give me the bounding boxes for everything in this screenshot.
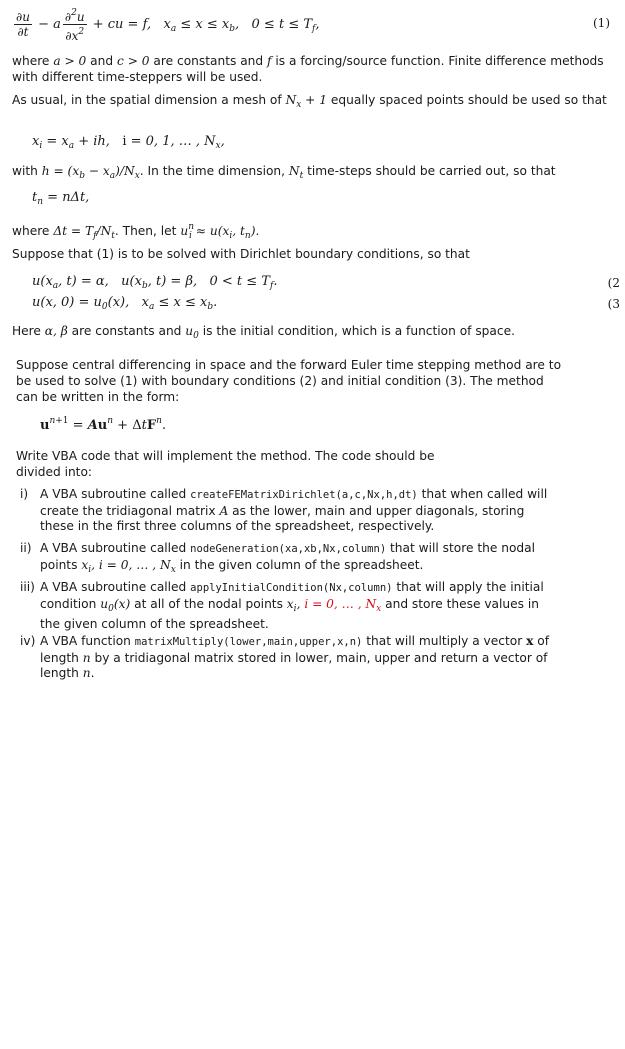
para-here: Here α, β are constants and $u_0$ is the initial condition, which is a function of space. (12, 324, 515, 341)
para-central: Suppose central differencing in space and the forward Euler time stepping method are to be used to solve (1) with boundary conditions (2) and initial condition (3). The method can be written in the form: (16, 358, 562, 404)
equation-time: $t_n = n\Delta t$, (32, 190, 90, 207)
list-item-iii: iii) A VBA subroutine called applyInitialCondition(Nx,column) that will apply the initial condition $u_0(x)$ at all of the nodal points $x_i$, i = 0, … , $N_x$ and store these values in the given column of the spreadsheet. (20, 580, 544, 631)
equation-1: $\frac{\partial u}{\partial t}$ − a $\frac{\partial^2u}{\partial x^2}$ + cu = f, $x_a \le x \le x_b$, $0 \le t \le T_f$, (1) (16, 8, 610, 43)
list-item-i: i) A VBA subroutine called createFEMatrixDirichlet(a,c,Nx,h,dt) that when called will create the tridiagonal matrix A as the lower, main and upper diagonals, storing these in the first three columns of the spreadsheet, respectively. (20, 487, 548, 533)
para-usual: As usual, in the spatial dimension a mesh of $N_x + 1$ equally spaced points should be used so that (12, 93, 607, 110)
para-with-h: with $h = (x_b - x_a)/N_x$. In the time dimension, $N_t$ time-steps should be carried out, so that (12, 164, 556, 181)
equation-3-number: (3 (607, 297, 620, 311)
equation-2-number: (2 (607, 276, 620, 290)
equation-3: u(x, $0) = u_0(x)$, $x_a \le x \le x_b$. (32, 295, 218, 312)
para-where: where a > 0 and c > 0 are constants and f is a forcing/source function. Finite difference methods with different time-steppers will be used. (12, 54, 604, 84)
para-where-dt: where $\Delta t = T_f/N_t$. Then, let $u^n_i \approx u(x_i$, $t_n$). (12, 222, 260, 241)
equation-update: $u^{n+1} = Au^n + \Delta tF^n$. (40, 416, 166, 433)
para-vba: Write VBA code that will implement the method. The code should be divided into: (16, 449, 435, 479)
equation-1-number: (1) (593, 16, 610, 30)
equation-2: $u(x_a$, t) = α, $u(x_b$, t) = β, $0 < t \le T_f$. (32, 274, 278, 291)
para-suppose: Suppose that (1) is to be solved with Dirichlet boundary conditions, so that (12, 247, 470, 261)
equation-mesh-x: $x_i = x_a$ + ih, i = 0, 1, … , $N_x$, (32, 134, 225, 151)
list-item-iv: iv) A VBA function matrixMultiply(lower,main,upper,x,n) that will multiply a vector x of length n by a tridiagonal matrix stored in lower, main, upper and return a vector of length n. (20, 634, 549, 680)
list-item-ii: ii) A VBA subroutine called nodeGeneration(xa,xb,Nx,column) that will store the nodal points $x_i$, i = 0, … , $N_x$ in the given column of the spreadsheet. (20, 541, 535, 575)
